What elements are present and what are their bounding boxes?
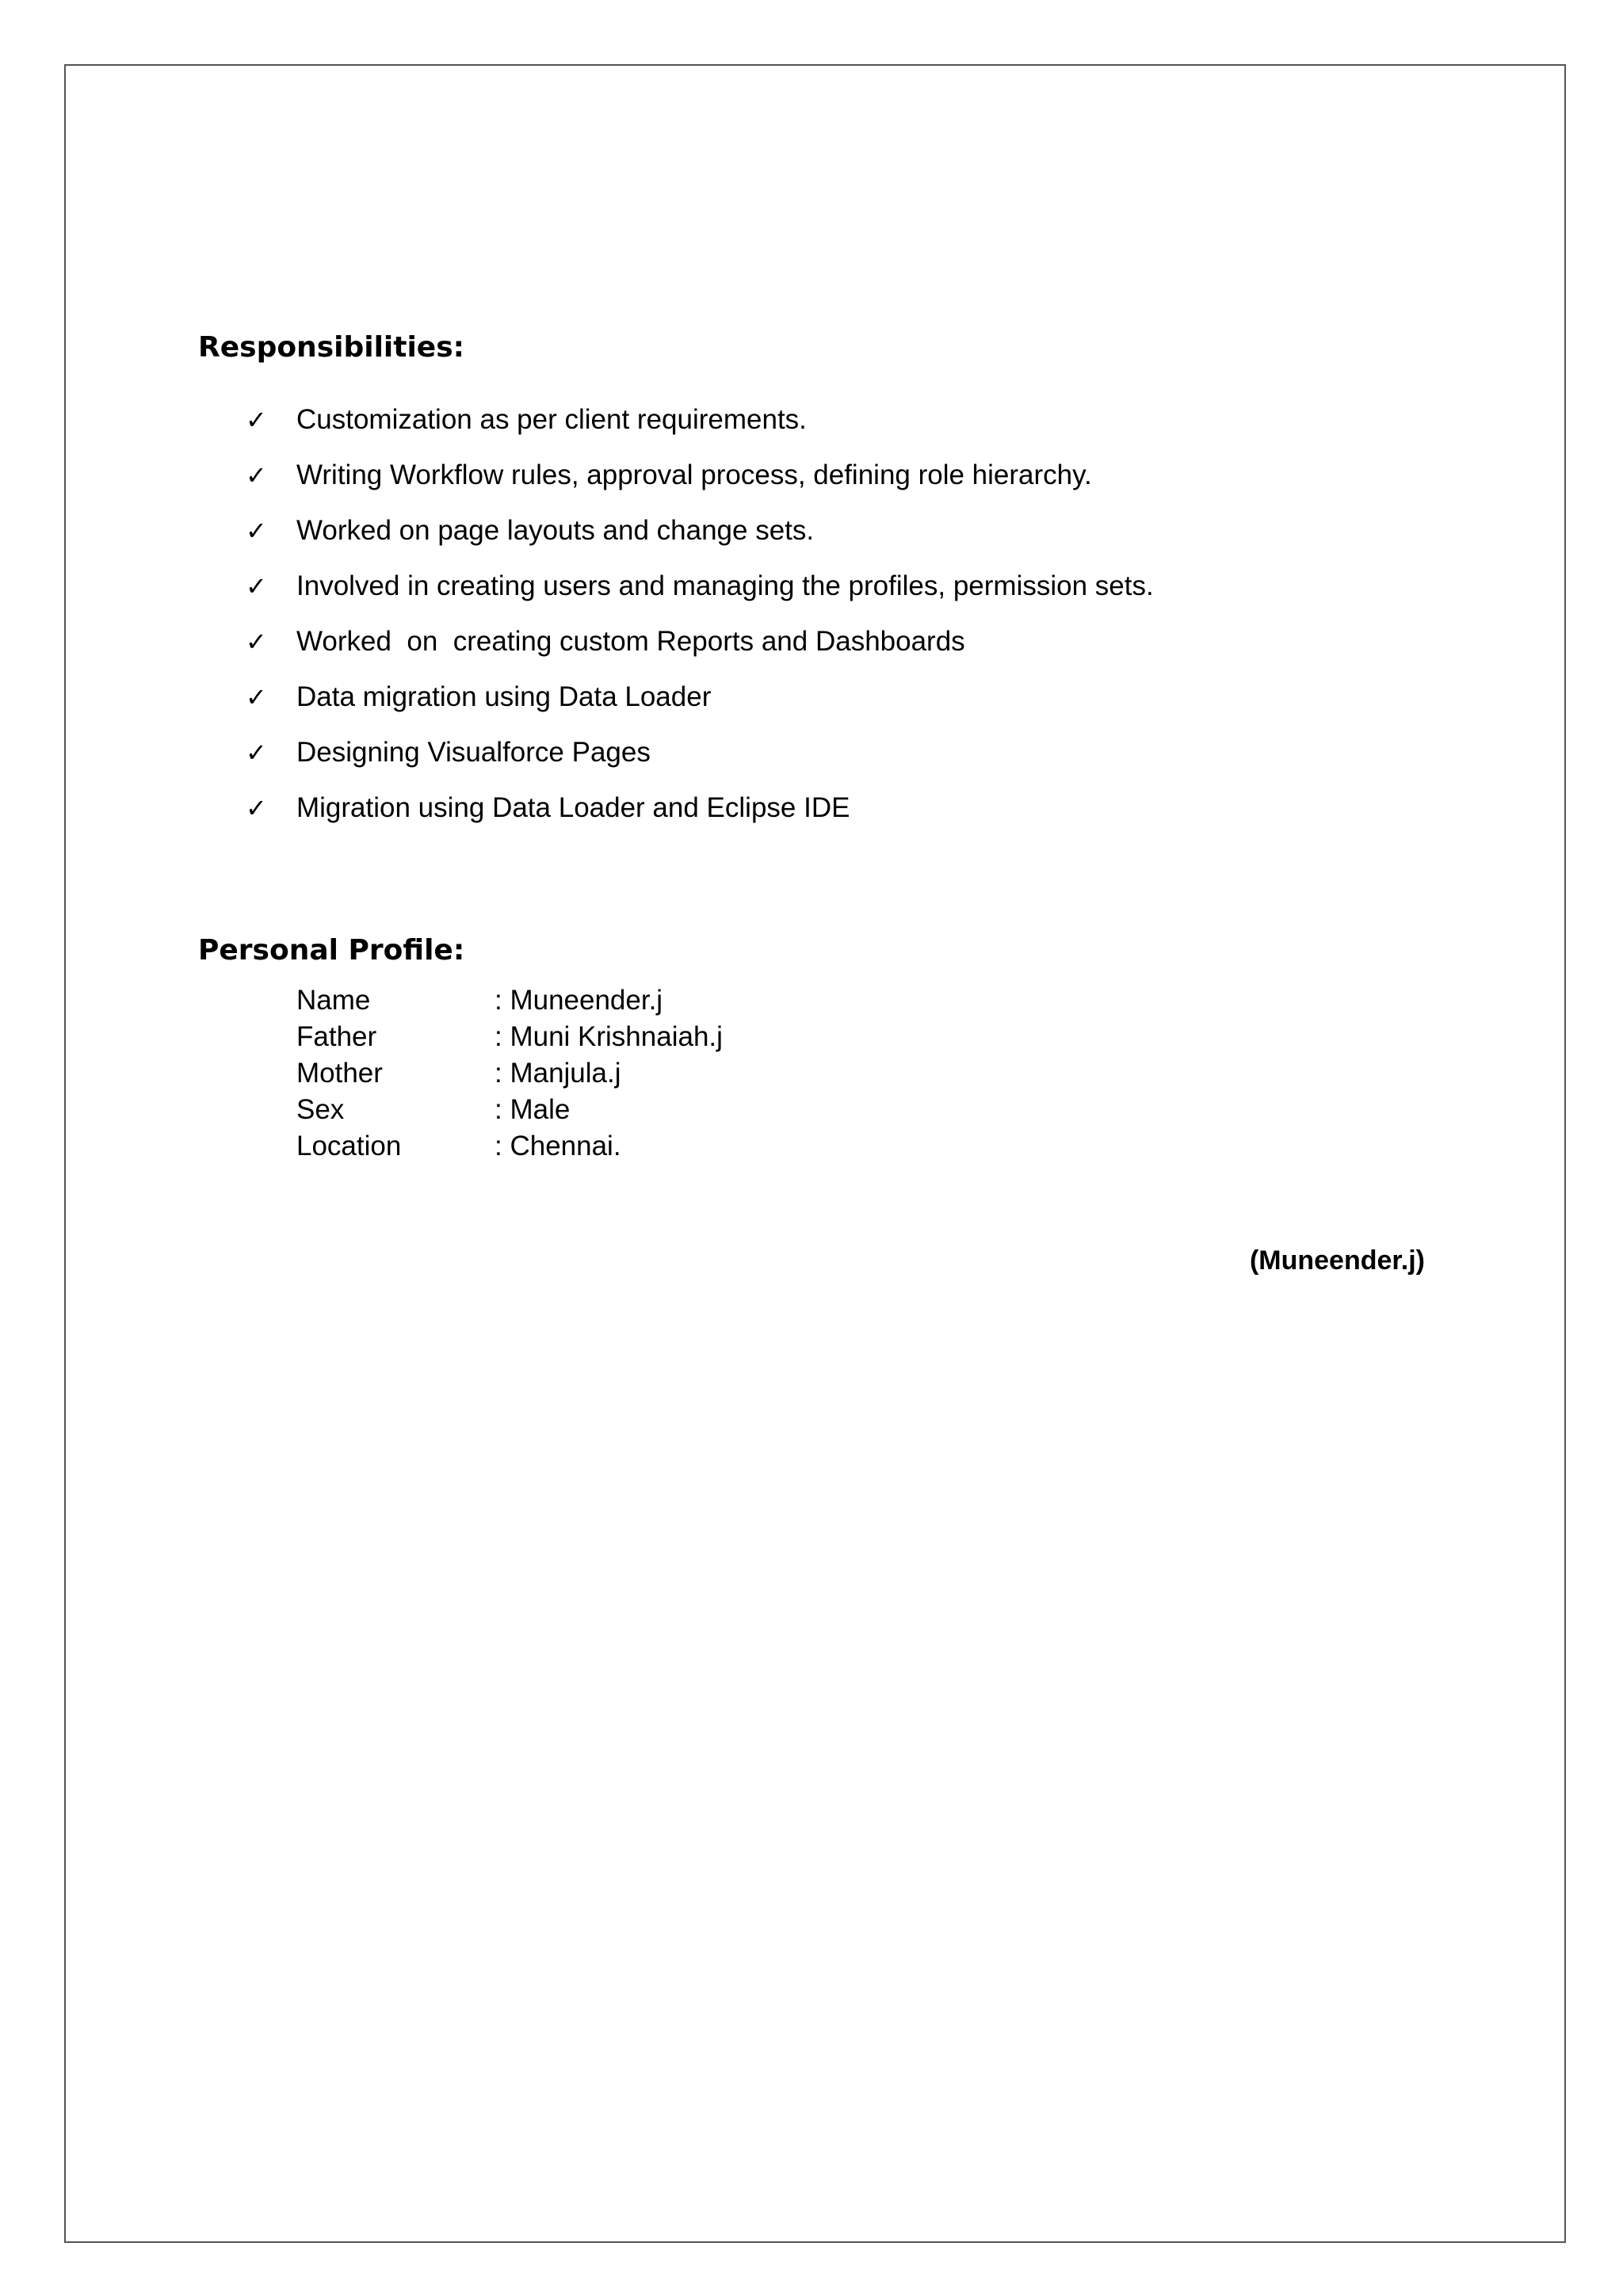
list-item-text: Writing Workflow rules, approval process, defining role hierarchy. [296,460,1092,490]
list-item [0,400,1347,440]
signature: (Muneender.j) [1249,1245,1425,1276]
profile-label: Name [296,985,371,1016]
list-item [0,677,1347,717]
list-item-text: Migration using Data Loader and Eclipse IDE [296,792,850,823]
check-icon: ✓ [246,571,267,601]
list-item [0,456,1347,495]
list-item [0,622,1347,662]
check-icon: ✓ [246,793,267,823]
responsibilities-heading: Responsibilities: [198,331,465,364]
profile-value: : Muneender.j [495,985,663,1016]
list-item [0,733,1347,772]
profile-label: Sex [296,1094,345,1125]
profile-value: : Male [495,1094,571,1125]
check-icon: ✓ [246,738,267,768]
list-item [0,566,1347,606]
profile-row-sex [296,1092,1089,1128]
list-item-text: Worked on page layouts and change sets. [296,515,815,546]
list-item-text: Designing Visualforce Pages [296,737,651,768]
profile-row-mother [296,1055,1089,1092]
check-icon: ✓ [246,405,267,435]
profile-value: : Manjula.j [495,1058,621,1089]
personal-profile-table [296,982,1089,1165]
list-item-text: Data migration using Data Loader [296,681,712,712]
profile-row-name [296,982,1089,1019]
list-item-text: Worked on creating custom Reports and Dashboards [296,626,965,657]
personal-profile-heading: Personal Profile: [198,934,465,967]
list-item-text: Customization as per client requirements. [296,404,807,435]
profile-label: Location [296,1131,402,1161]
check-icon: ✓ [246,627,267,657]
profile-value: : Chennai. [495,1131,621,1161]
profile-value: : Muni Krishnaiah.j [495,1021,723,1052]
list-item [0,511,1347,551]
list-item [0,788,1347,828]
check-icon: ✓ [246,682,267,712]
list-item-text: Involved in creating users and managing the profiles, permission sets. [296,570,1154,601]
check-icon: ✓ [246,516,267,546]
profile-label: Mother [296,1058,383,1089]
profile-row-father [296,1019,1089,1055]
profile-row-location [296,1128,1089,1165]
profile-label: Father [296,1021,377,1052]
check-icon: ✓ [246,460,267,490]
